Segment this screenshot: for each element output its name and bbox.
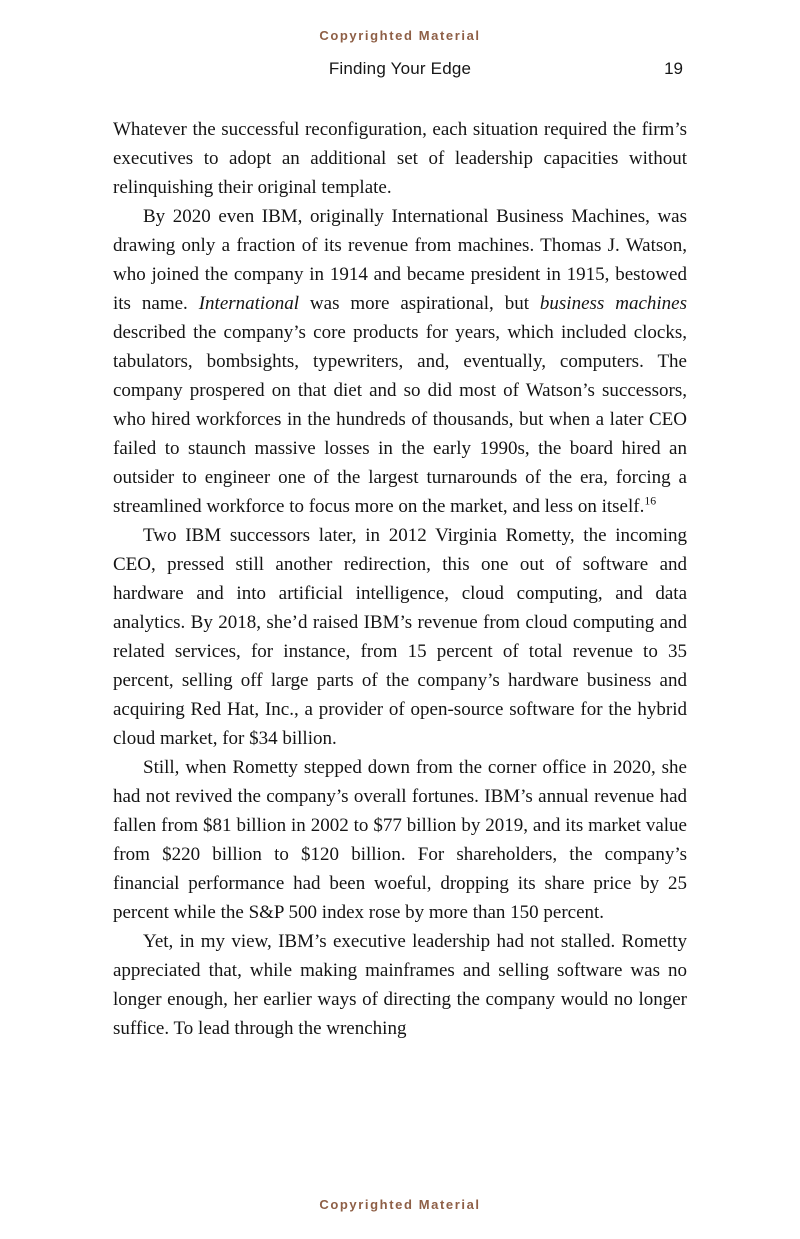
copyright-notice-top: Copyrighted Material bbox=[319, 28, 481, 43]
copyright-notice-bottom: Copyrighted Material bbox=[319, 1197, 481, 1212]
text-run: Yet, in my view, IBM’s executive leadership had not stalled. Rometty appreciated that, while making mainframes and selling software was no longer enough, her earlier ways of directing the company would no longer suffice. To lead through the wrenching bbox=[113, 931, 687, 1039]
paragraph-4 bbox=[113, 753, 687, 927]
text-run: Two IBM successors later, in 2012 Virginia Rometty, the incoming CEO, pressed still another redirection, this one out of software and hardware and into artificial intelligence, cloud computing, and data analytics. By 2018, she’d raised IBM’s revenue from cloud computing and related services, for instance, from 15 percent of total revenue to 35 percent, selling off large parts of the company’s hardware business and acquiring Red Hat, Inc., a provider of open-source software for the hybrid cloud market, for $34 billion. bbox=[113, 525, 687, 749]
paragraph-5 bbox=[113, 927, 687, 1043]
text-run: Whatever the successful reconfiguration, each situation required the firm’s executives to adopt an additional set of leadership capacities without relinquishing their original template. bbox=[113, 119, 687, 198]
italic-text: International bbox=[198, 293, 299, 314]
text-run: By 2020 even IBM, originally International Business Machines, was drawing only a fraction of its revenue from machines. Thomas J. Watson, who joined the company in 1914 and became president in 1915, bestowed its name. bbox=[113, 206, 687, 314]
footnote-reference: 16 bbox=[644, 494, 657, 508]
text-run: was more aspirational, but bbox=[299, 293, 540, 314]
running-head bbox=[113, 59, 687, 83]
paragraph-3 bbox=[113, 521, 687, 753]
italic-text: business machines bbox=[539, 293, 687, 314]
paragraph-1 bbox=[113, 115, 687, 202]
text-run: described the company’s core products for years, which included clocks, tabulators, bombsights, typewriters, and, eventually, computers. The company prospered on that diet and so did most of Watson’s successors, who hired workforces in the hundreds of thousands, but when a later CEO failed to staunch massive losses in the early 1990s, the board hired an outsider to engineer one of the largest turnarounds of the era, forcing a streamlined workforce to focus more on the market, and less on itself. bbox=[113, 322, 687, 517]
chapter-title: Finding Your Edge bbox=[328, 59, 472, 78]
page-body bbox=[113, 115, 687, 1043]
paragraph-2 bbox=[113, 202, 687, 521]
page-number: 19 bbox=[664, 59, 683, 78]
text-run: Still, when Rometty stepped down from the corner office in 2020, she had not revived the company’s overall fortunes. IBM’s annual revenue had fallen from $81 billion in 2002 to $77 billion by 2019, and its market value from $220 billion to $120 billion. For shareholders, the company’s financial performance had been woeful, dropping its share price by 25 percent while the S&P 500 index rose by more than 150 percent. bbox=[113, 757, 687, 923]
